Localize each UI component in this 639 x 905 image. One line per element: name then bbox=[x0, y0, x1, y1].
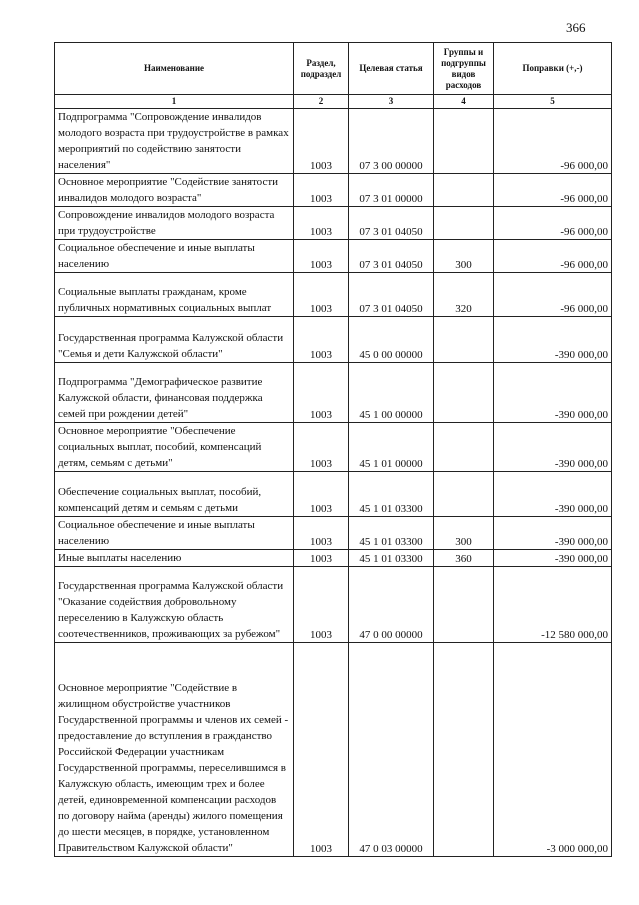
table-row bbox=[55, 207, 612, 240]
row-group: 300 bbox=[434, 517, 494, 550]
row-article: 47 0 03 00000 bbox=[349, 643, 434, 857]
row-amount: -390 000,00 bbox=[494, 423, 612, 472]
row-amount: -390 000,00 bbox=[494, 517, 612, 550]
row-group: 300 bbox=[434, 240, 494, 273]
row-name: Государственная программа Калужской области "Семья и дети Калужской области" bbox=[55, 317, 294, 363]
row-section: 1003 bbox=[294, 550, 349, 567]
row-article: 07 3 01 04050 bbox=[349, 207, 434, 240]
table-row bbox=[55, 472, 612, 517]
header-section: Раздел, подраздел bbox=[294, 43, 349, 95]
row-amount: -390 000,00 bbox=[494, 363, 612, 423]
row-name: Обеспечение социальных выплат, пособий, компенсаций детям и семьям с детьми bbox=[55, 472, 294, 517]
table-row bbox=[55, 240, 612, 273]
column-number: 2 bbox=[294, 95, 349, 109]
row-section: 1003 bbox=[294, 109, 349, 174]
table-row bbox=[55, 363, 612, 423]
row-name: Подпрограмма "Демографическое развитие Калужской области, финансовая поддержка семей при рождении детей" bbox=[55, 363, 294, 423]
header-name: Наименование bbox=[55, 43, 294, 95]
row-section: 1003 bbox=[294, 517, 349, 550]
row-amount: -96 000,00 bbox=[494, 240, 612, 273]
row-group bbox=[434, 363, 494, 423]
row-section: 1003 bbox=[294, 240, 349, 273]
row-group: 360 bbox=[434, 550, 494, 567]
row-amount: -390 000,00 bbox=[494, 317, 612, 363]
row-group bbox=[434, 423, 494, 472]
row-group bbox=[434, 567, 494, 643]
row-article: 07 3 01 04050 bbox=[349, 240, 434, 273]
row-amount: -12 580 000,00 bbox=[494, 567, 612, 643]
column-number-row bbox=[55, 95, 612, 109]
table-row bbox=[55, 517, 612, 550]
row-amount: -96 000,00 bbox=[494, 174, 612, 207]
column-number: 4 bbox=[434, 95, 494, 109]
row-name: Основное мероприятие "Содействие в жилищном обустройстве участников Государственной программы и членов их семей - предоставление до вступления в гражданство Российской Федерации участникам Государственной программы, переселившимся в Калужскую область, имеющим трех и более детей, единовременной компенсации расходов по договору найма (аренды) жилого помещения до шести месяцев, в порядке, установленном Правительством Калужской области" bbox=[55, 643, 294, 857]
row-amount: -390 000,00 bbox=[494, 472, 612, 517]
row-amount: -390 000,00 bbox=[494, 550, 612, 567]
column-number: 5 bbox=[494, 95, 612, 109]
row-section: 1003 bbox=[294, 423, 349, 472]
row-name: Социальное обеспечение и иные выплаты населению bbox=[55, 517, 294, 550]
row-section: 1003 bbox=[294, 207, 349, 240]
row-section: 1003 bbox=[294, 174, 349, 207]
table-row bbox=[55, 174, 612, 207]
header-amount: Поправки (+,-) bbox=[494, 43, 612, 95]
table-row bbox=[55, 550, 612, 567]
row-article: 47 0 00 00000 bbox=[349, 567, 434, 643]
header-article: Целевая статья bbox=[349, 43, 434, 95]
row-section: 1003 bbox=[294, 567, 349, 643]
row-group bbox=[434, 317, 494, 363]
row-section: 1003 bbox=[294, 643, 349, 857]
row-amount: -96 000,00 bbox=[494, 207, 612, 240]
row-name: Сопровождение инвалидов молодого возраста при трудоустройстве bbox=[55, 207, 294, 240]
row-group bbox=[434, 109, 494, 174]
row-article: 45 1 01 03300 bbox=[349, 472, 434, 517]
row-group bbox=[434, 643, 494, 857]
row-section: 1003 bbox=[294, 317, 349, 363]
page-number: 366 bbox=[566, 20, 586, 35]
row-amount: -3 000 000,00 bbox=[494, 643, 612, 857]
row-article: 07 3 00 00000 bbox=[349, 109, 434, 174]
row-name: Основное мероприятие "Обеспечение социальных выплат, пособий, компенсаций детям, семьям с детьми" bbox=[55, 423, 294, 472]
row-article: 45 1 01 03300 bbox=[349, 517, 434, 550]
row-section: 1003 bbox=[294, 363, 349, 423]
row-group: 320 bbox=[434, 273, 494, 317]
row-article: 45 1 00 00000 bbox=[349, 363, 434, 423]
row-article: 45 1 01 03300 bbox=[349, 550, 434, 567]
table-row bbox=[55, 109, 612, 174]
table-row bbox=[55, 643, 612, 857]
row-group bbox=[434, 472, 494, 517]
row-group bbox=[434, 174, 494, 207]
row-article: 07 3 01 00000 bbox=[349, 174, 434, 207]
row-section: 1003 bbox=[294, 273, 349, 317]
table-row bbox=[55, 567, 612, 643]
row-group bbox=[434, 207, 494, 240]
row-article: 45 1 01 00000 bbox=[349, 423, 434, 472]
row-name: Основное мероприятие "Содействие занятости инвалидов молодого возраста" bbox=[55, 174, 294, 207]
row-amount: -96 000,00 bbox=[494, 109, 612, 174]
row-name: Подпрограмма "Сопровождение инвалидов молодого возраста при трудоустройстве в рамках мероприятий по содействию занятости населения" bbox=[55, 109, 294, 174]
table-row bbox=[55, 273, 612, 317]
row-amount: -96 000,00 bbox=[494, 273, 612, 317]
table-row bbox=[55, 317, 612, 363]
column-number: 3 bbox=[349, 95, 434, 109]
row-name: Социальное обеспечение и иные выплаты населению bbox=[55, 240, 294, 273]
header-group: Группы и подгруппы видов расходов bbox=[434, 43, 494, 95]
row-name: Государственная программа Калужской области "Оказание содействия добровольному переселению в Калужскую область соотечественников, проживающих за рубежом" bbox=[55, 567, 294, 643]
row-article: 45 0 00 00000 bbox=[349, 317, 434, 363]
row-article: 07 3 01 04050 bbox=[349, 273, 434, 317]
row-name: Социальные выплаты гражданам, кроме публичных нормативных социальных выплат bbox=[55, 273, 294, 317]
budget-table bbox=[54, 42, 612, 857]
row-name: Иные выплаты населению bbox=[55, 550, 294, 567]
table-row bbox=[55, 423, 612, 472]
column-number: 1 bbox=[55, 95, 294, 109]
row-section: 1003 bbox=[294, 472, 349, 517]
header-row bbox=[55, 43, 612, 95]
